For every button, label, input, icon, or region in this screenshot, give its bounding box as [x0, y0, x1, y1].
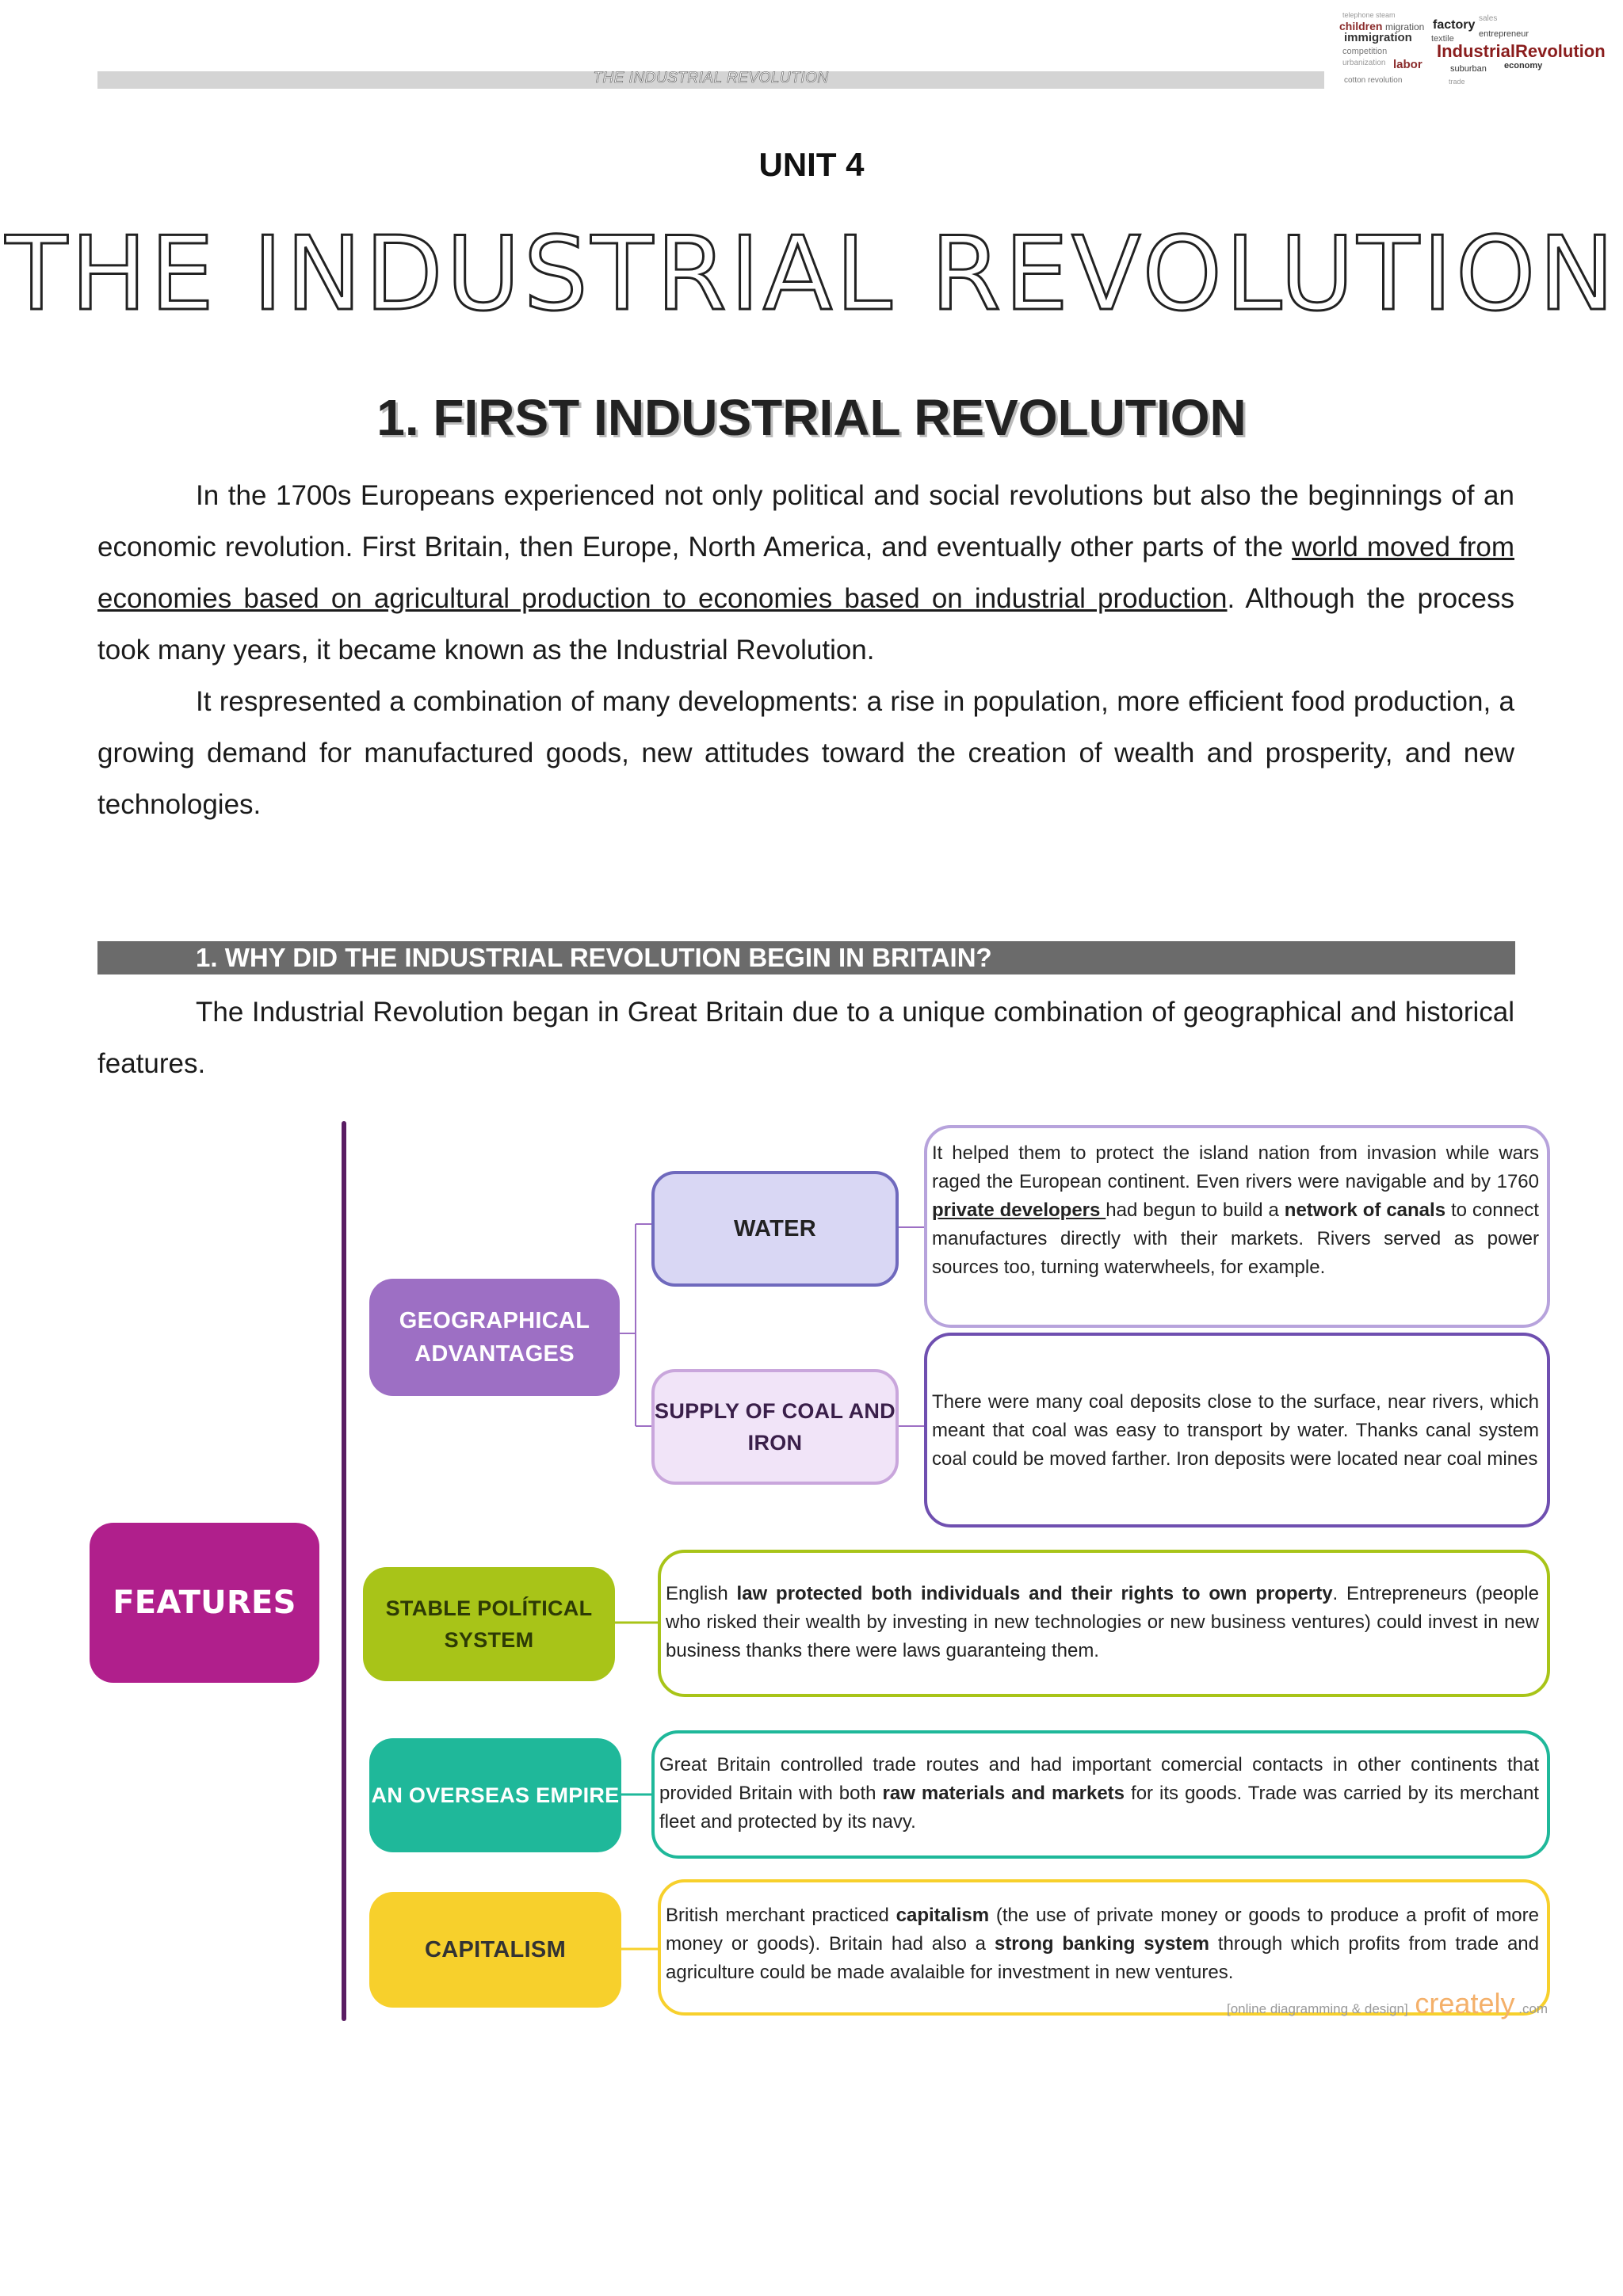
svg-text:telephone steam: telephone steam	[1342, 11, 1396, 19]
svg-text:IndustrialRevolution: IndustrialRevolution	[1437, 41, 1606, 61]
svg-text:trade: trade	[1449, 78, 1465, 86]
capitalism-node: CAPITALISM	[369, 1892, 621, 2008]
svg-text:economy: economy	[1504, 61, 1543, 71]
coal-iron-description: There were many coal deposits close to the surface, near rivers, which meant that coal was easy to transport by water. Thanks canal system coal could be moved farther. Iron deposits were located near coal mines	[924, 1333, 1550, 1527]
geographical-advantages-node: GEOGRAPHICAL ADVANTAGES	[369, 1279, 620, 1396]
underlined-key-idea: world moved from economies based on agricultural production to economies based on industrial production	[97, 532, 1514, 614]
question-heading: 1. WHY DID THE INDUSTRIAL REVOLUTION BEGIN IN BRITAIN?	[196, 943, 992, 972]
svg-text:urbanization: urbanization	[1342, 59, 1386, 67]
stable-political-system-node: STABLE POLÍTICAL SYSTEM	[363, 1567, 615, 1681]
section-title: 1. FIRST INDUSTRIAL REVOLUTION	[376, 389, 1247, 446]
unit-label: UNIT 4	[758, 146, 865, 183]
svg-text:entrepreneur: entrepreneur	[1479, 29, 1529, 39]
svg-text:sales: sales	[1479, 14, 1498, 23]
capitalism-description: British merchant practiced capitalism (the use of private money or goods to produce a profit of more money or goods). Britain had also a strong banking system through which profits from trade and agriculture could be made avalaible for investment in new ventures.	[658, 1879, 1550, 2016]
svg-text:labor: labor	[1393, 58, 1423, 71]
svg-text:factory: factory	[1433, 18, 1476, 32]
question-intro-paragraph: The Industrial Revolution began in Great Britain due to a unique combination of geographical and historical features.	[97, 997, 1514, 1079]
developments-paragraph: It respresented a combination of many developments: a rise in population, more efficient food production, a growing demand for manufactured goods, new attitudes toward the creation of wealth and prosperity, and new technologies.	[97, 686, 1514, 820]
svg-text:children: children	[1339, 20, 1383, 32]
water-description: It helped them to protect the island nation from invasion while wars raged the European continent. Even rivers were navigable and by 1760 private developers had begun to build a network of canals to connect manufactures directly with their markets. Rivers served as power sources too, turning waterwheels, for example.	[924, 1125, 1550, 1328]
overseas-empire-node: AN OVERSEAS EMPIRE	[369, 1738, 621, 1852]
svg-text:competition: competition	[1342, 47, 1388, 56]
water-node: WATER	[651, 1171, 899, 1287]
stable-political-description: English law protected both individuals and their rights to own property. Entrepreneurs (people who risked their wealth by investing in new technologies or new business ventures) could invest in new business thanks there were laws guaranteing them.	[658, 1550, 1550, 1697]
main-title: THE INDUSTRIAL REVOLUTION	[5, 215, 1618, 334]
coal-iron-node: SUPPLY OF COAL AND IRON	[651, 1369, 899, 1485]
running-header-title: THE INDUSTRIAL REVOLUTION	[593, 70, 829, 86]
svg-text:textile: textile	[1431, 34, 1454, 44]
intro-paragraph: In the 1700s Europeans experienced not only political and social revolutions but also the beginnings of an economic revolution. First Britain, then Europe, North America, and eventually other parts of the world moved from economies based on agricultural production to economies based on industrial production. Although the process took many years, it became known as the Industrial Revolution. It respresented a combination of many developments: a rise in population, more efficient food production, a growing demand for manufactured goods, new attitudes toward the creation of wealth and prosperity, and new technologies.	[97, 470, 1514, 830]
overseas-empire-description: Great Britain controlled trade routes and had important comercial contacts in other continents that provided Britain with both raw materials and markets for its goods. Trade was carried by its merchant fleet and protected by its navy.	[651, 1730, 1550, 1859]
svg-text:cotton revolution: cotton revolution	[1344, 76, 1403, 85]
features-root-node: FEATURES	[90, 1523, 319, 1683]
creately-watermark: [online diagramming & design] creately .com	[1227, 1987, 1549, 2019]
svg-text:suburban: suburban	[1450, 64, 1487, 74]
svg-text:immigration: immigration	[1344, 31, 1412, 44]
svg-text:migration: migration	[1385, 21, 1425, 32]
